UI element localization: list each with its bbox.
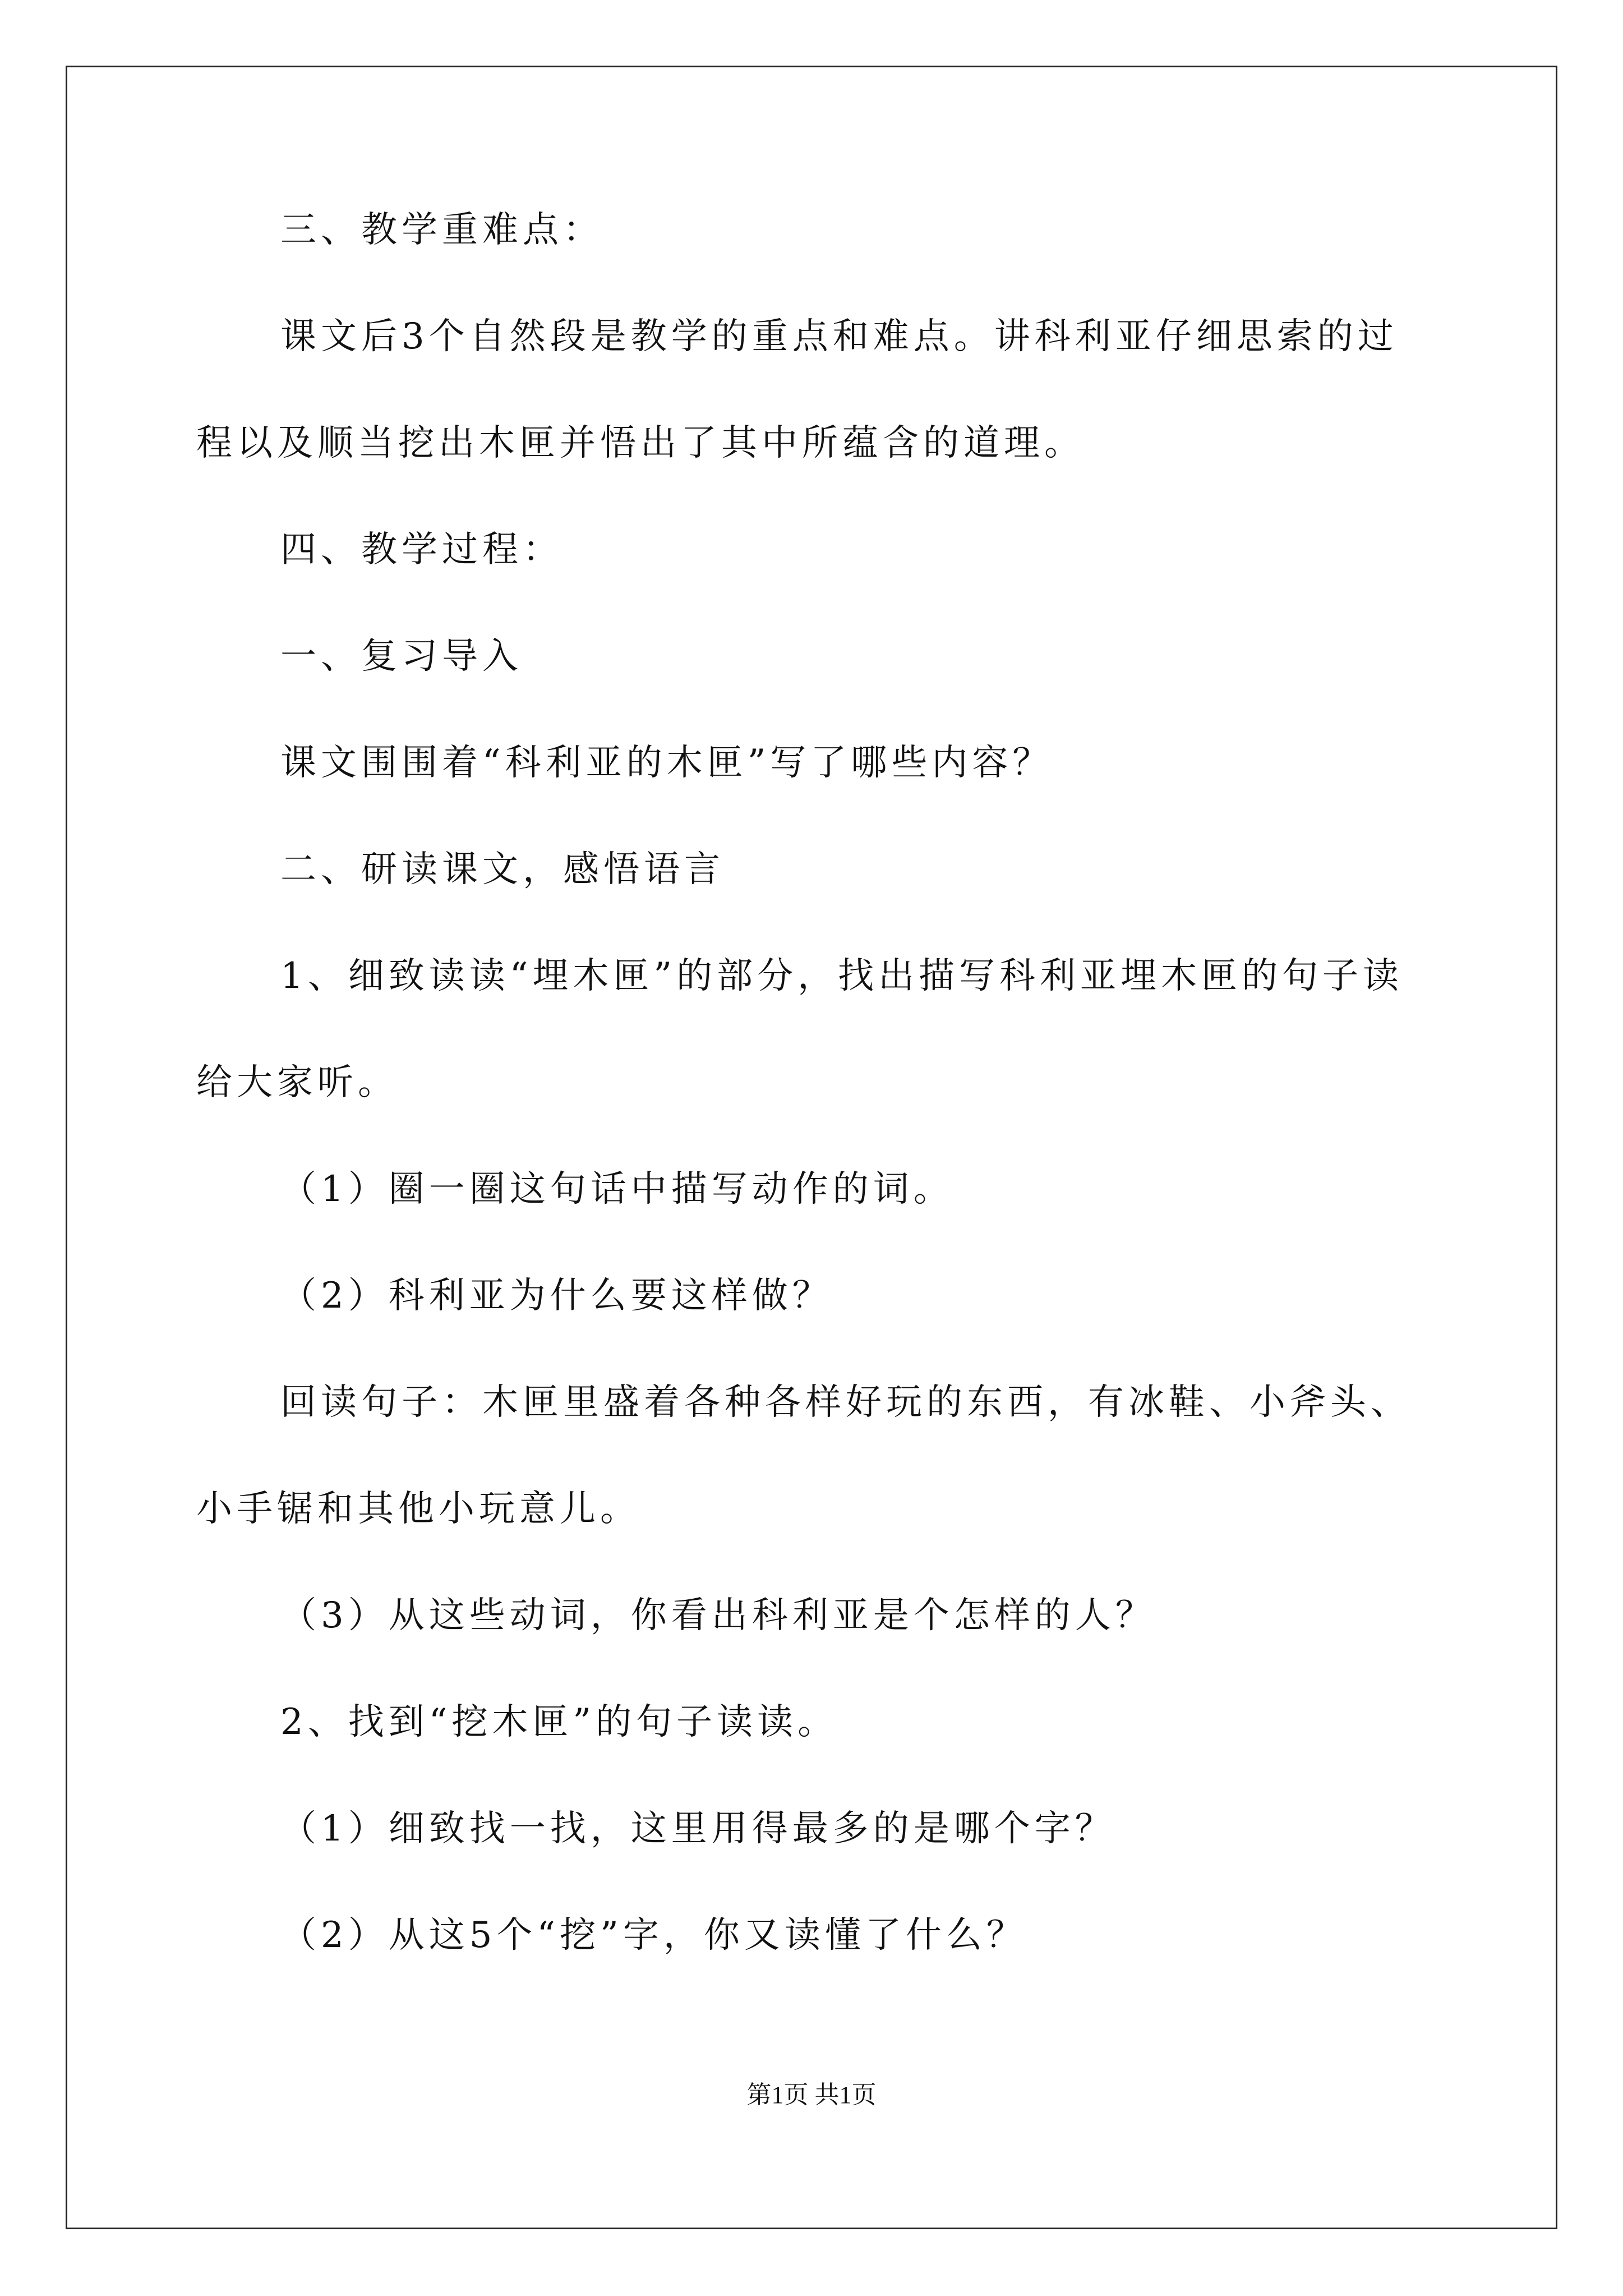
list-item: （2）科利亚为什么要这样做？	[280, 1275, 833, 1317]
paragraph-line: 回读句子：木匣里盛着各种各样好玩的东西，有冰鞋、小斧头、	[280, 1382, 1411, 1423]
subsection-heading: 二、研读课文，感悟语言	[280, 849, 725, 890]
paragraph-line: 给大家听。	[196, 1062, 398, 1103]
list-item: （3）从这些动词，你看出科利亚是个怎样的人？	[280, 1595, 1156, 1636]
paragraph-line: 1、细致读读“埋木匣”的部分，找出描写科利亚埋木匣的句子读	[280, 955, 1404, 997]
paragraph-line: 课文围围着“科利亚的木匣”写了哪些内容？	[280, 742, 1053, 784]
section-heading-3: 三、教学重难点：	[280, 209, 603, 251]
paragraph-line: 小手锯和其他小玩意儿。	[196, 1488, 640, 1530]
paragraph-line: 2、找到“挖木匣”的句子读读。	[280, 1701, 838, 1743]
section-heading-4: 四、教学过程：	[280, 529, 563, 570]
page-border	[66, 66, 1557, 2229]
list-item: （2）从这5个“挖”字，你又读懂了什么？	[280, 1915, 1027, 1956]
list-item: （1）圈一圈这句话中描写动作的词。	[280, 1168, 954, 1210]
subsection-heading: 一、复习导入	[280, 636, 523, 677]
paragraph-line: 课文后3个自然段是教学的重点和难点。讲科利亚仔细思索的过	[280, 316, 1398, 357]
list-item: （1）细致找一找，这里用得最多的是哪个字？	[280, 1808, 1115, 1849]
page-footer: 第1页 共1页	[746, 2081, 877, 2109]
paragraph-line: 程以及顺当挖出木匣并悟出了其中所蕴含的道理。	[196, 422, 1085, 464]
